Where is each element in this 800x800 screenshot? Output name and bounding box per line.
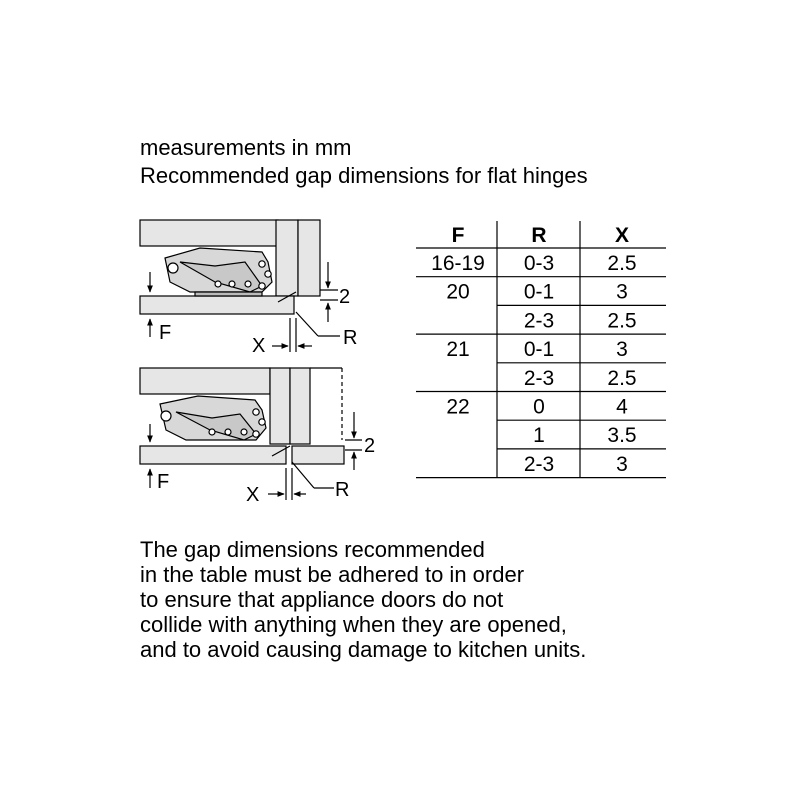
bottom-hinge-mechanism (160, 396, 266, 440)
footer-line: collide with anything when they are opened, (140, 612, 567, 637)
bottom-x-label: X (246, 484, 260, 506)
footer-note (140, 537, 586, 662)
bottom-hinge-diagram (140, 368, 362, 500)
bottom-appliance-door (140, 446, 286, 464)
top-cabinet-top-panel (140, 220, 278, 246)
table-cell-f: 16-19 (431, 252, 485, 275)
top-x-label: X (252, 335, 266, 357)
table-cell-r: 0-3 (523, 252, 555, 275)
bottom-f-label: F (157, 471, 170, 493)
table-cell-x: 2.5 (607, 366, 637, 390)
table-cell-x: 3 (616, 452, 628, 476)
table-cell-r: 1 (533, 424, 545, 448)
footer-line: to ensure that appliance doors do not (140, 587, 504, 612)
page-title: Recommended gap dimensions for flat hinges (140, 163, 588, 188)
table-cell-x: 3 (616, 280, 628, 304)
table-cell-r: 2-3 (523, 366, 555, 390)
table-cell-x: 2.5 (607, 252, 637, 275)
top-door-panel (276, 220, 298, 296)
table-cell-f: 21 (446, 338, 470, 362)
bottom-furniture-door (290, 368, 310, 444)
table-cell-r: 2-3 (523, 452, 555, 476)
table-header-r: R (531, 224, 547, 247)
table-cell-f: 22 (446, 395, 470, 419)
bottom-adjacent-door (292, 446, 344, 464)
bottom-gap-value: 2 (364, 435, 376, 457)
table-cell-x: 4 (616, 395, 628, 419)
top-hinge-mechanism (165, 248, 272, 296)
footer-line: and to avoid causing damage to kitchen units. (140, 637, 587, 662)
gap-table (416, 221, 666, 483)
table-cell-x: 2.5 (607, 309, 637, 333)
table-cell-r: 0 (533, 395, 545, 419)
top-gap-value: 2 (339, 286, 351, 308)
units-note: measurements in mm (140, 135, 352, 160)
table-cell-r: 2-3 (523, 309, 555, 333)
footer-line: in the table must be adhered to in order (140, 562, 525, 587)
table-cell-r: 0-1 (523, 338, 555, 362)
table-header-x: X (614, 224, 630, 247)
table-cell-f: 20 (446, 280, 470, 304)
bottom-door-panel (270, 368, 290, 444)
bottom-r-label: R (335, 479, 350, 501)
table-header-f: F (451, 224, 465, 247)
footer-line: The gap dimensions recommended (140, 537, 485, 562)
table-cell-x: 3.5 (607, 424, 637, 448)
top-furniture-door (298, 220, 320, 296)
top-r-label: R (343, 327, 358, 349)
table-cell-r: 0-1 (523, 280, 555, 304)
bottom-cabinet-top-panel (140, 368, 270, 394)
top-appliance-door (140, 296, 294, 314)
table-cell-x: 3 (616, 338, 628, 362)
top-f-label: F (159, 322, 172, 344)
